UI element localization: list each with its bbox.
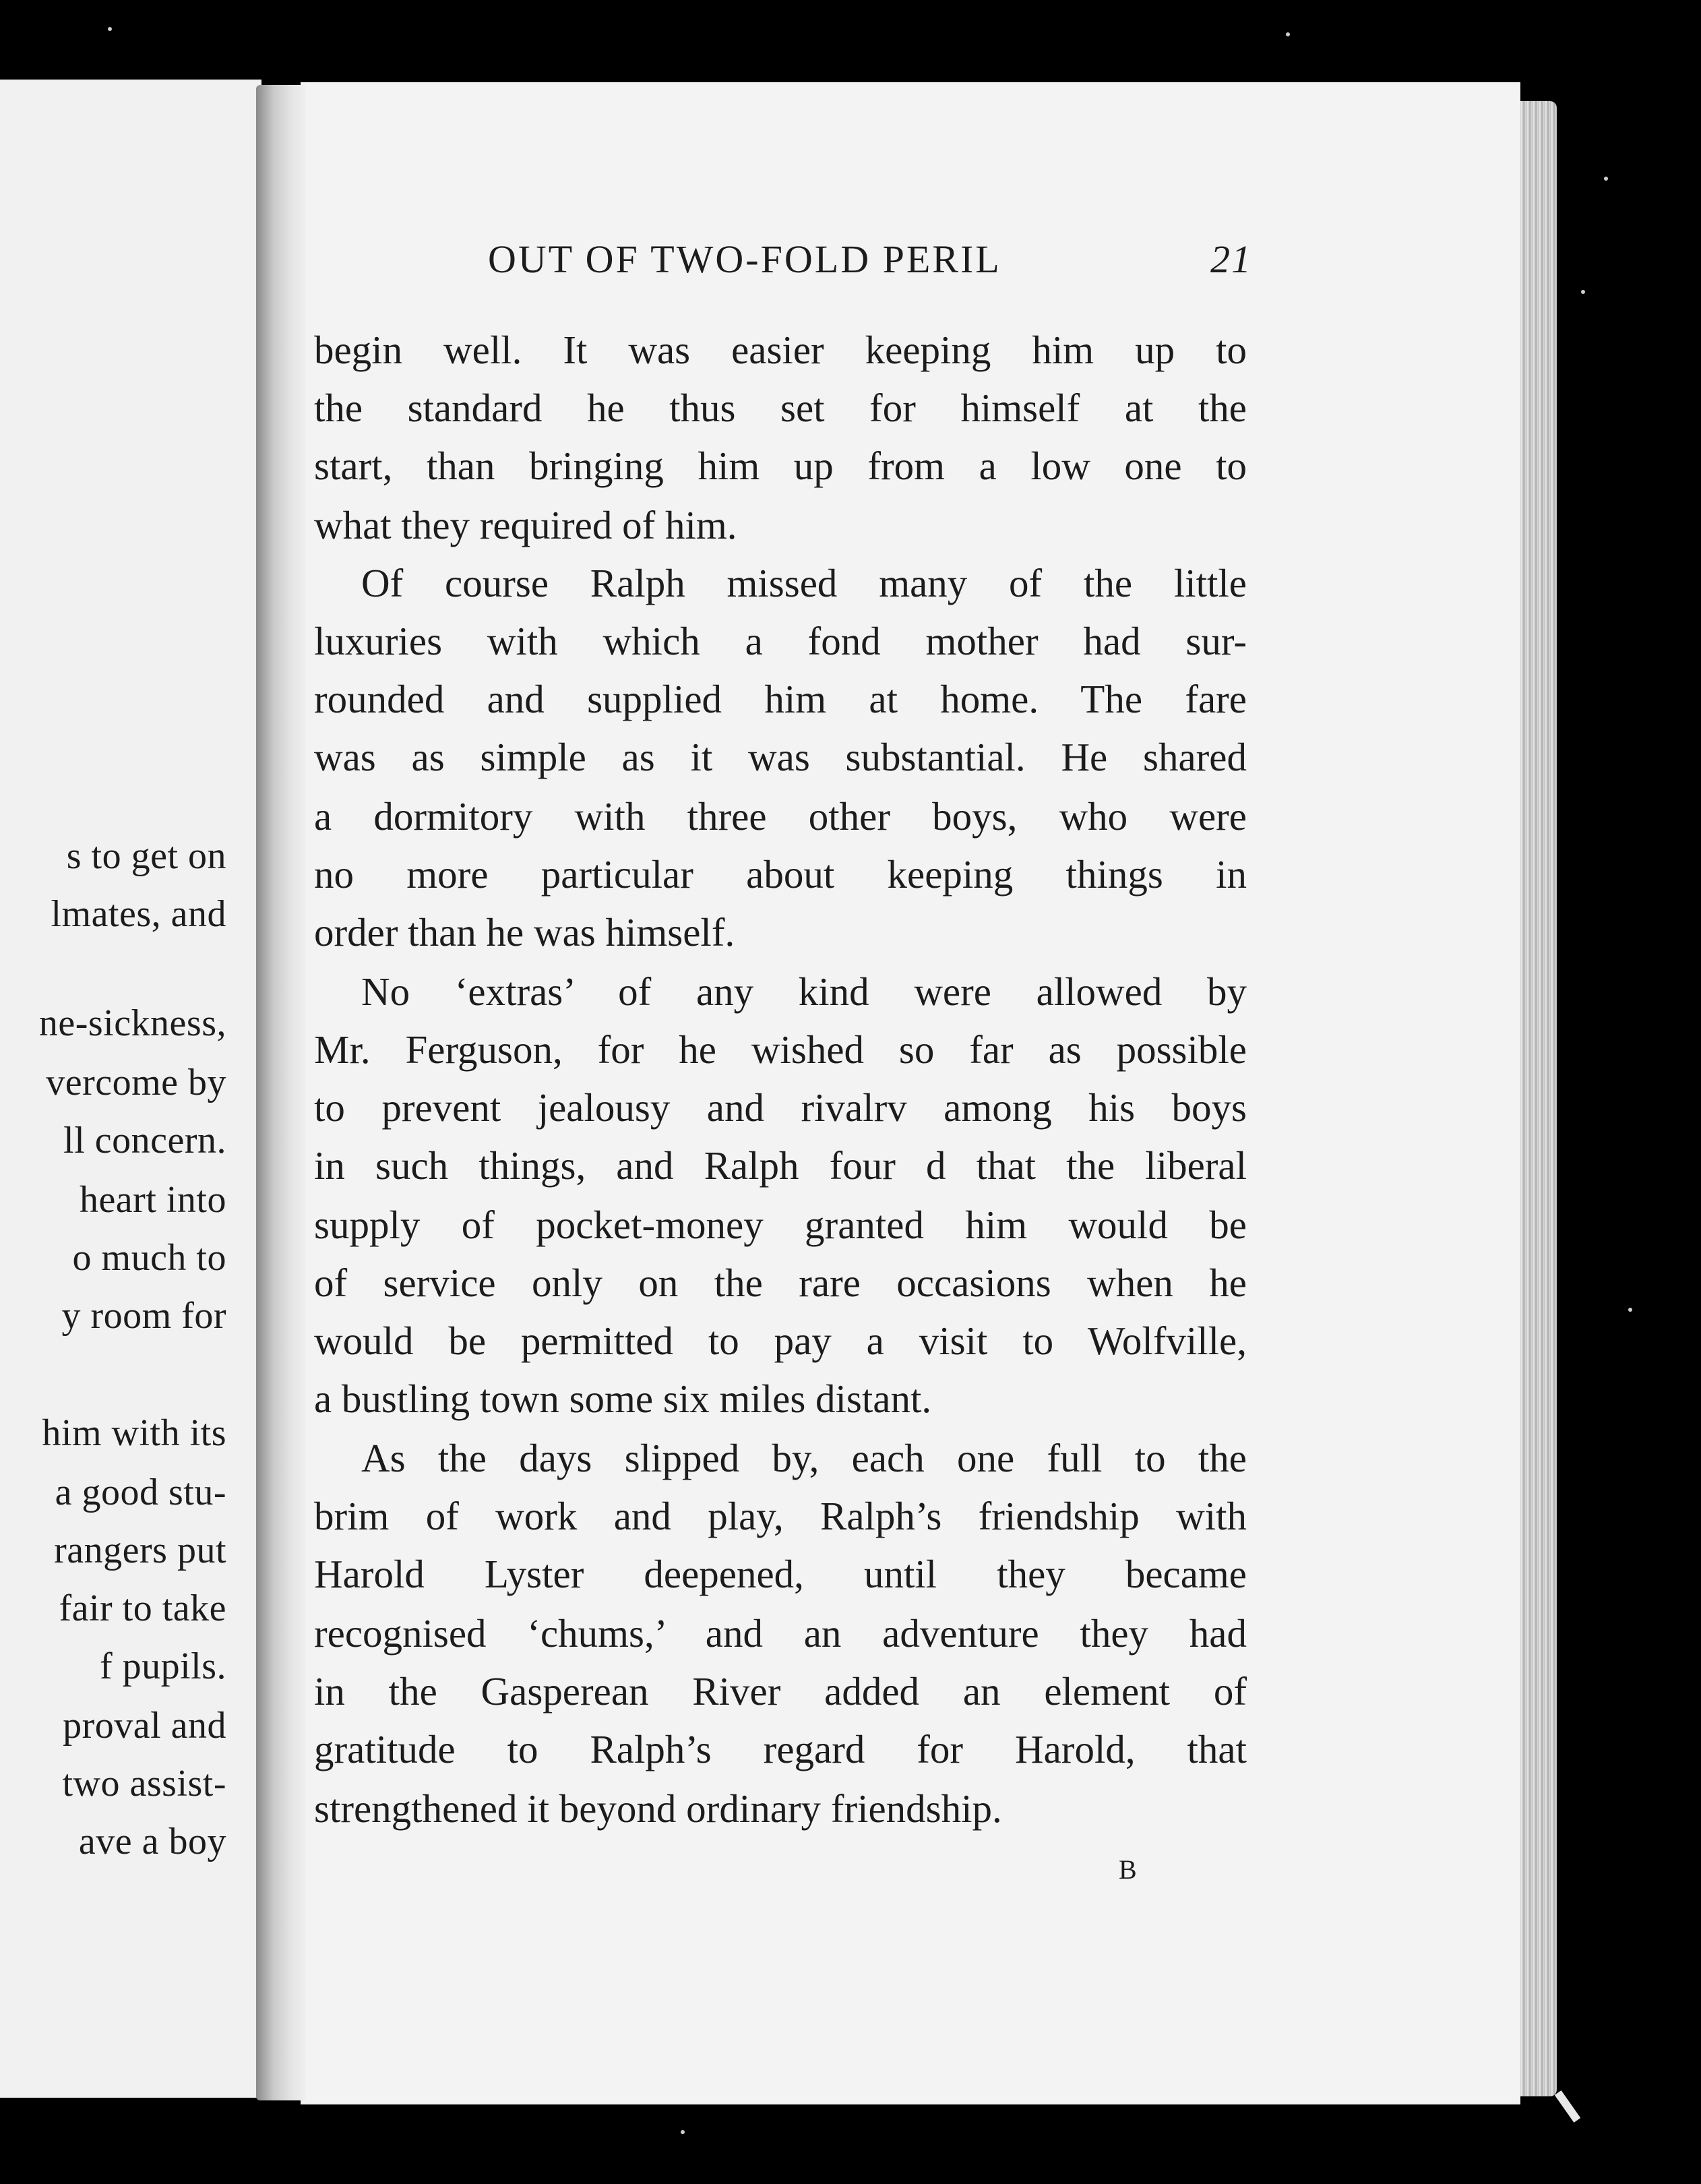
text-line: recognised ‘chums,’ and an adventure they had (314, 1611, 1247, 1656)
left-page-line: ave a boy (78, 1821, 226, 1862)
text-line: was as simple as it was substantial. He shared (314, 735, 1247, 779)
text-line: luxuries with which a fond mother had sur- (314, 619, 1247, 663)
text-line: a dormitory with three other boys, who were (314, 794, 1247, 839)
text-line: the standard he thus set for himself at the (314, 386, 1247, 430)
scan-mark (1555, 2090, 1581, 2123)
text-line: brim of work and play, Ralph’s friendship with (314, 1494, 1247, 1538)
text-line: rounded and supplied him at home. The fare (314, 677, 1247, 721)
left-page (0, 80, 261, 2098)
text-line: in such things, and Ralph four d that the liberal (314, 1143, 1247, 1188)
left-page-line: o much to (72, 1237, 226, 1279)
left-page-line: f pupils. (99, 1645, 226, 1687)
text-line: of service only on the rare occasions when he (314, 1261, 1247, 1305)
scan-speck (1581, 290, 1585, 294)
left-page-line: lmates, and (51, 893, 226, 935)
scan-speck (1604, 177, 1608, 181)
book-gutter (256, 85, 306, 2100)
paragraph-first-line: No ‘extras’ of any kind were allowed by (361, 969, 1247, 1014)
text-line: in the Gasperean River added an element of (314, 1669, 1247, 1713)
text-line: strengthened it beyond ordinary friendship. (314, 1786, 1002, 1831)
left-page-line: y room for (61, 1295, 226, 1337)
text-line: order than he was himself. (314, 910, 735, 954)
scan-speck (681, 2130, 685, 2134)
left-page-line: s to get on (66, 835, 226, 877)
left-page-line: ll concern. (63, 1120, 226, 1161)
left-page-line: vercome by (46, 1062, 226, 1103)
text-line: Harold Lyster deepened, until they became (314, 1552, 1247, 1596)
scan-speck (108, 27, 112, 31)
signature-mark: B (1119, 1854, 1137, 1885)
paragraph-first-line: As the days slipped by, each one full to the (361, 1436, 1247, 1480)
text-line: start, than bringing him up from a low one to (314, 444, 1247, 488)
text-line: to prevent jealousy and rivalrv among his boys (314, 1085, 1247, 1130)
text-line: no more particular about keeping things in (314, 852, 1247, 897)
left-page-line: him with its (42, 1412, 226, 1454)
left-page-line: proval and (63, 1705, 226, 1747)
running-head: OUT OF TWO-FOLD PERIL (488, 237, 1001, 281)
left-page-line: rangers put (54, 1529, 226, 1571)
text-line: Mr. Ferguson, for he wished so far as possible (314, 1027, 1247, 1072)
text-line: supply of pocket-money granted him would be (314, 1203, 1247, 1247)
text-line: what they required of him. (314, 503, 737, 547)
left-page-line: two assist- (62, 1763, 226, 1804)
text-line: begin well. It was easier keeping him up to (314, 328, 1247, 372)
scan-speck (1628, 1308, 1632, 1312)
left-page-line: heart into (79, 1179, 226, 1221)
page-number: 21 (1210, 237, 1252, 281)
text-line: gratitude to Ralph’s regard for Harold, that (314, 1727, 1247, 1771)
text-line: a bustling town some six miles distant. (314, 1376, 932, 1421)
scan-speck (1286, 32, 1290, 36)
paragraph-first-line: Of course Ralph missed many of the little (361, 561, 1247, 605)
left-page-line: a good stu- (55, 1472, 226, 1513)
text-line: would be permitted to pay a visit to Wolfville, (314, 1318, 1247, 1363)
left-page-line: fair to take (59, 1587, 226, 1629)
left-page-line: ne-sickness, (38, 1002, 226, 1044)
